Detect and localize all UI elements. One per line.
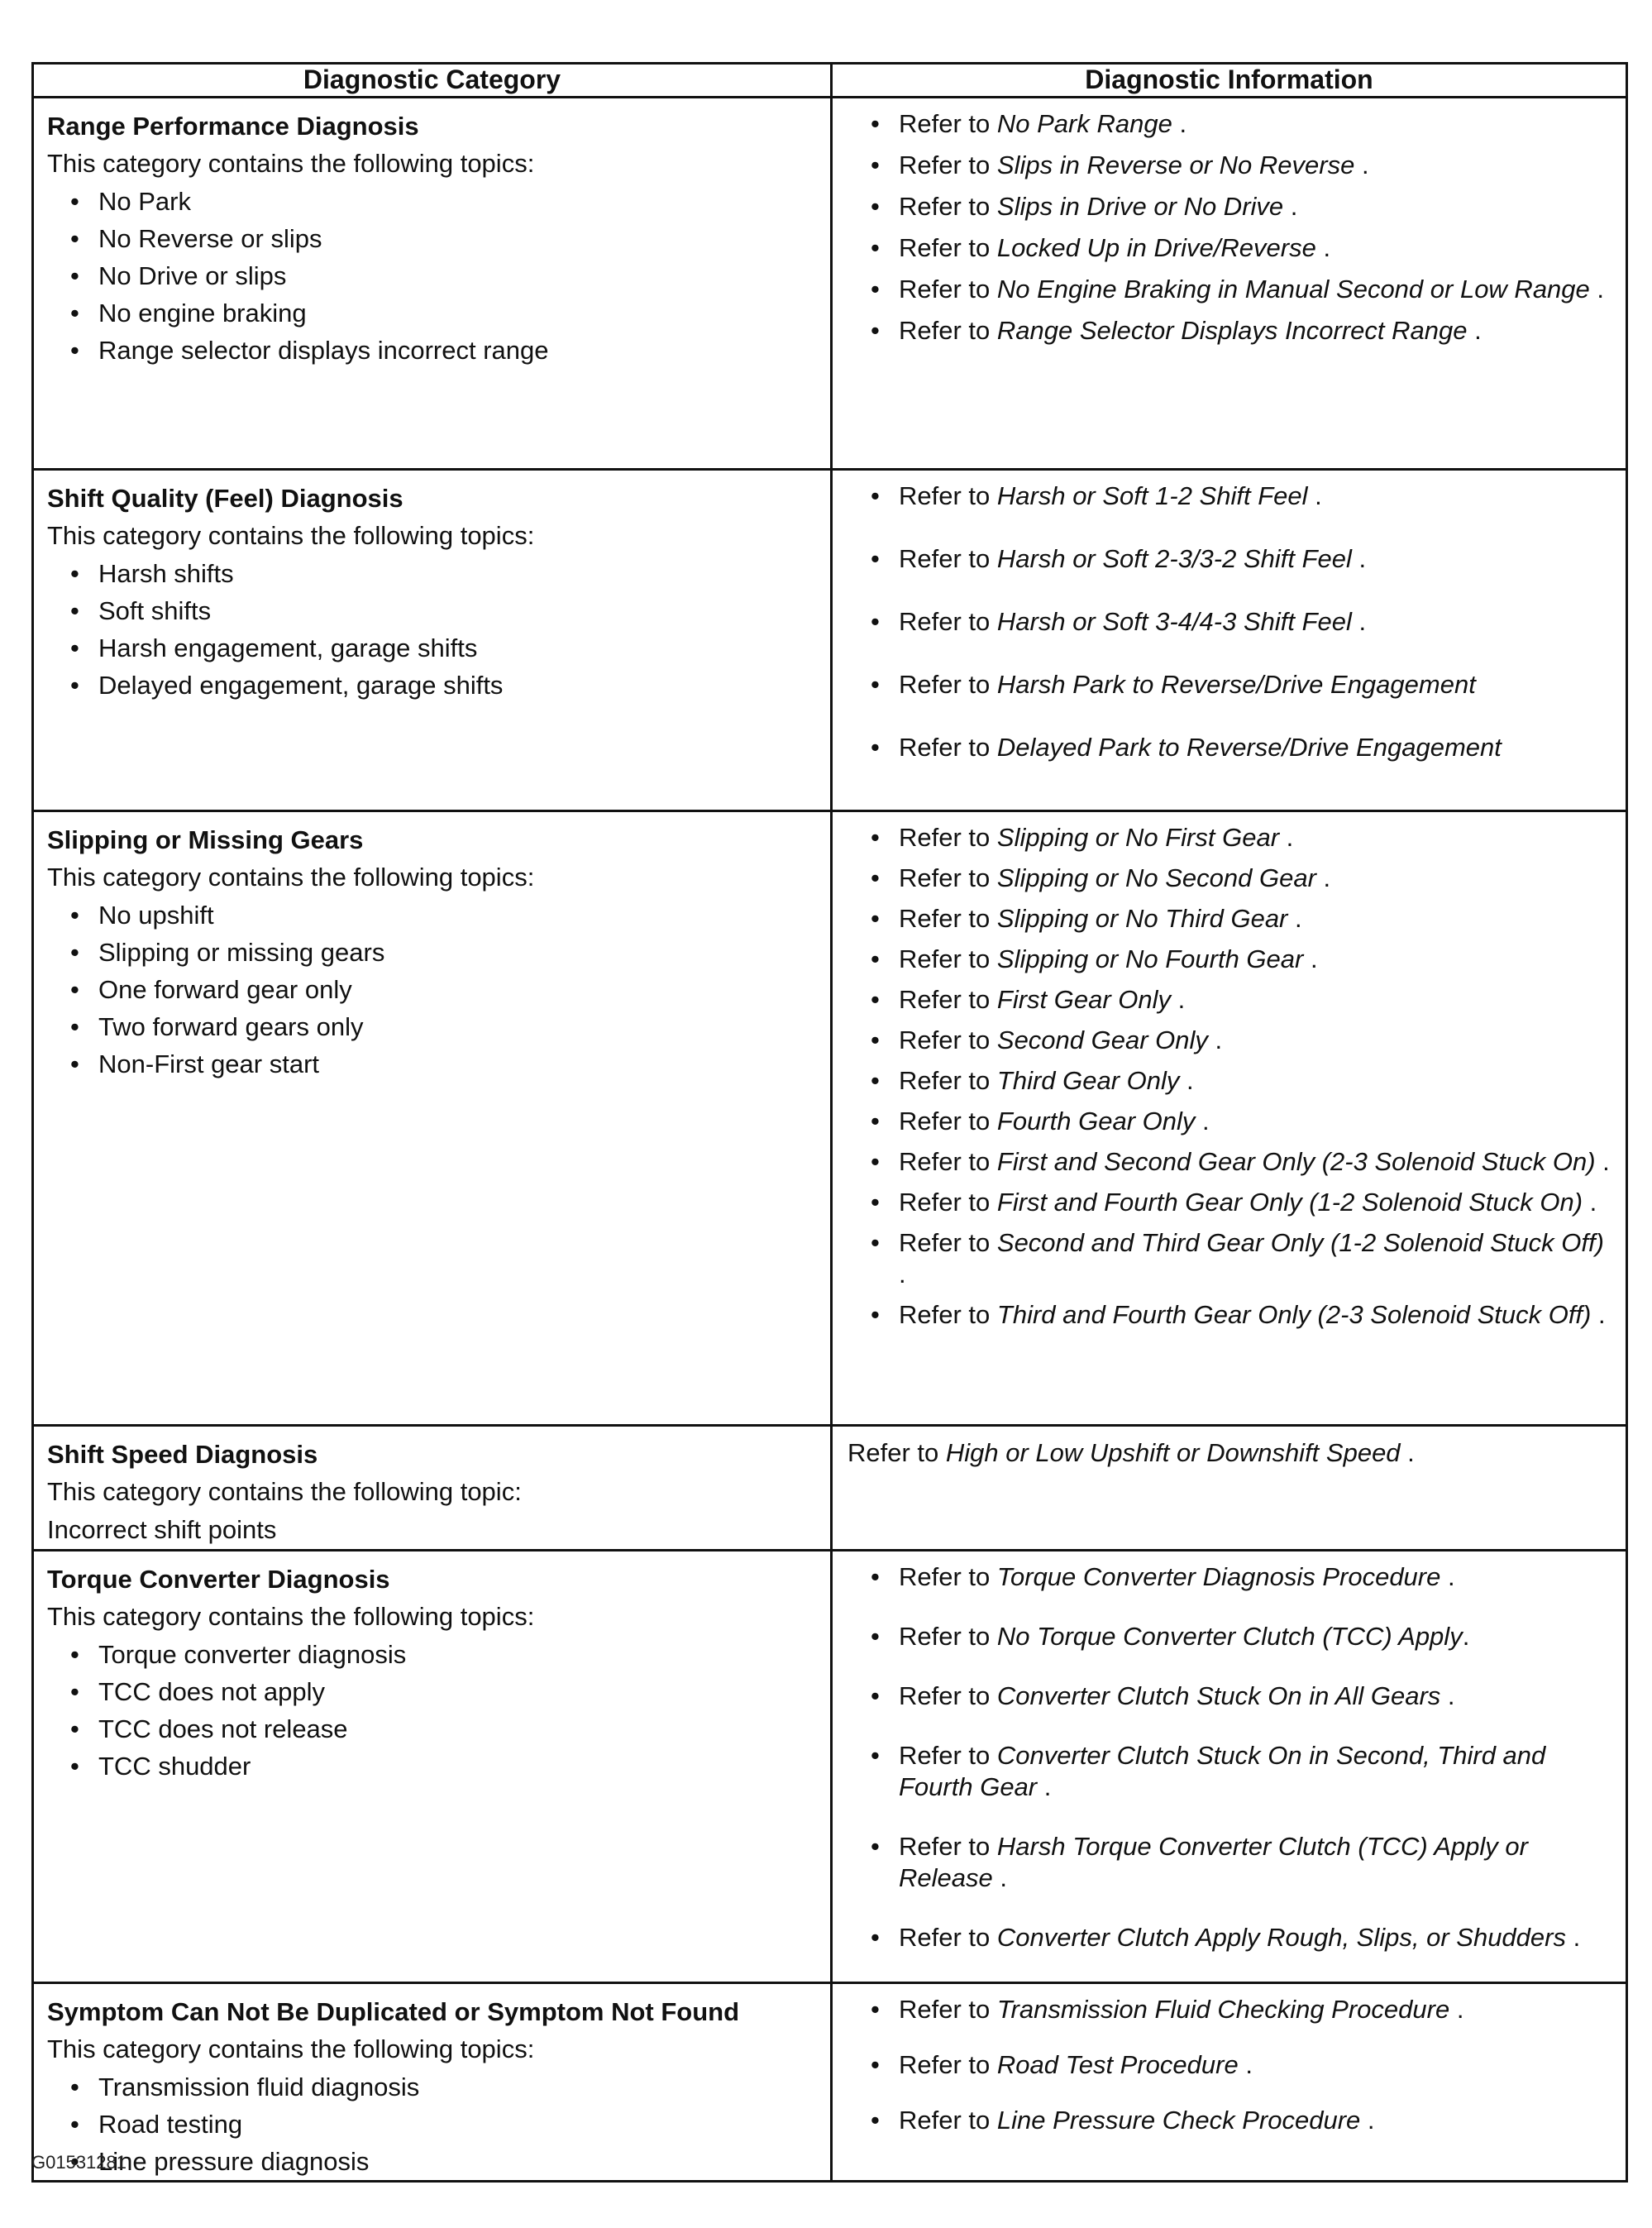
reference-item	[871, 1922, 1616, 1953]
refer-suffix: .	[992, 1863, 1007, 1892]
refer-prefix: Refer to	[899, 109, 997, 138]
refer-prefix: Refer to	[899, 1562, 997, 1591]
refer-prefix: Refer to	[899, 481, 997, 510]
diagnostic-table	[31, 62, 1628, 2183]
topic-item: • Slipping or missing gears	[70, 934, 819, 971]
reference-item	[871, 1025, 1616, 1056]
refer-suffix: .	[1440, 1681, 1455, 1710]
reference-link[interactable]: Range Selector Displays Incorrect Range	[996, 316, 1468, 345]
reference-item	[871, 863, 1616, 894]
table-row	[33, 98, 1627, 470]
refer-prefix: Refer to	[847, 1438, 946, 1467]
reference-link[interactable]: Slipping or No Fourth Gear	[996, 944, 1304, 973]
topic-item: • One forward gear only	[70, 971, 819, 1008]
reference-item	[871, 1831, 1616, 1894]
reference-link[interactable]: High or Low Upshift or Downshift Speed	[945, 1438, 1401, 1467]
refer-suffix: .	[1307, 481, 1322, 510]
topic-item: • No Reverse or slips	[70, 220, 819, 257]
topic-item: • No upshift	[70, 896, 819, 934]
refer-suffix: .	[1283, 192, 1298, 221]
refer-suffix: .	[1360, 2106, 1375, 2135]
refer-prefix: Refer to	[899, 233, 997, 262]
category-cell	[33, 1426, 832, 1551]
reference-link[interactable]: No Engine Braking in Manual Second or Low Range	[996, 275, 1590, 304]
information-cell	[832, 1983, 1627, 2182]
refer-prefix: Refer to	[899, 1066, 997, 1095]
reference-item	[871, 1227, 1616, 1290]
reference-item	[871, 732, 1616, 763]
reference-link[interactable]: Line Pressure Check Procedure	[996, 2106, 1361, 2135]
reference-item	[871, 191, 1616, 222]
reference-link[interactable]: Converter Clutch Apply Rough, Slips, or Shudders	[996, 1923, 1566, 1952]
refer-prefix: Refer to	[899, 1923, 997, 1952]
table-header-row	[33, 64, 1627, 98]
reference-item	[871, 150, 1616, 181]
reference-link[interactable]: Third Gear Only	[996, 1066, 1180, 1095]
header-diagnostic-information: Diagnostic Information	[832, 64, 1627, 98]
reference-list	[847, 822, 1616, 1331]
refer-prefix: Refer to	[899, 1741, 997, 1770]
reference-link[interactable]: Locked Up in Drive/Reverse	[996, 233, 1316, 262]
refer-prefix: Refer to	[899, 863, 997, 892]
reference-item	[871, 108, 1616, 140]
topic-item: • Range selector displays incorrect range	[70, 332, 819, 369]
category-cell	[33, 98, 832, 470]
reference-link[interactable]: Road Test Procedure	[996, 2050, 1239, 2079]
refer-suffix: .	[1287, 904, 1302, 933]
header-diagnostic-category: Diagnostic Category	[33, 64, 832, 98]
reference-link[interactable]: First Gear Only	[996, 985, 1172, 1014]
category-intro: This category contains the following topics:	[47, 149, 535, 178]
reference-link[interactable]: Harsh Torque Converter Clutch (TCC) Apply or Release	[899, 1832, 1528, 1892]
refer-suffix: .	[899, 1260, 906, 1289]
refer-suffix: .	[1400, 1438, 1415, 1467]
refer-suffix: .	[1238, 2050, 1253, 2079]
reference-link[interactable]: First and Second Gear Only (2-3 Solenoid Stuck On)	[996, 1147, 1596, 1176]
table-row	[33, 1551, 1627, 1983]
category-intro: This category contains the following topics:	[47, 863, 535, 892]
information-cell	[832, 470, 1627, 811]
topic-item: Incorrect shift points	[47, 1515, 277, 1544]
reference-item	[871, 1187, 1616, 1218]
category-intro: This category contains the following topics:	[47, 2034, 535, 2063]
reference-link[interactable]: Harsh or Soft 3-4/4-3 Shift Feel	[996, 607, 1352, 636]
category-intro: This category contains the following topics:	[47, 521, 535, 550]
reference-item	[871, 2105, 1616, 2136]
reference-link[interactable]: Second Gear Only	[996, 1026, 1208, 1054]
reference-link[interactable]: Converter Clutch Stuck On in All Gears	[996, 1681, 1441, 1710]
reference-list	[847, 1561, 1616, 1953]
topic-list	[47, 896, 819, 1083]
refer-prefix: Refer to	[899, 1995, 997, 2024]
refer-prefix: Refer to	[899, 544, 997, 573]
refer-suffix: .	[1591, 1300, 1606, 1329]
category-cell	[33, 811, 832, 1426]
topic-list	[47, 1636, 819, 1785]
category-title: Slipping or Missing Gears	[47, 825, 364, 854]
reference-link[interactable]: No Torque Converter Clutch (TCC) Apply	[996, 1622, 1463, 1651]
reference-link[interactable]: Converter Clutch Stuck On in Second, Third and Fourth Gear	[899, 1741, 1546, 1801]
topic-list	[47, 2068, 819, 2180]
topic-item: • No engine braking	[70, 294, 819, 332]
refer-suffix: .	[1440, 1562, 1455, 1591]
reference-link[interactable]: Third and Fourth Gear Only (2-3 Solenoid Stuck Off)	[996, 1300, 1592, 1329]
refer-suffix: .	[1589, 275, 1605, 304]
reference-item	[871, 2049, 1616, 2081]
topic-item: • TCC does not apply	[70, 1673, 819, 1710]
topic-list	[47, 183, 819, 369]
category-title: Shift Quality (Feel) Diagnosis	[47, 484, 403, 513]
topic-item: • Soft shifts	[70, 592, 819, 629]
reference-link[interactable]: Transmission Fluid Checking Procedure	[996, 1995, 1450, 2024]
reference-item	[871, 1065, 1616, 1097]
topic-item: • Non-First gear start	[70, 1045, 819, 1083]
reference-link[interactable]: Slips in Reverse or No Reverse	[996, 151, 1355, 179]
topic-item: • Delayed engagement, garage shifts	[70, 667, 819, 704]
reference-item	[871, 481, 1616, 512]
information-cell	[832, 98, 1627, 470]
reference-link[interactable]: Torque Converter Diagnosis Procedure	[996, 1562, 1441, 1591]
information-cell	[832, 1551, 1627, 1983]
reference-link[interactable]: No Park Range	[996, 109, 1172, 138]
category-intro: This category contains the following topics:	[47, 1602, 535, 1631]
reference-item	[871, 274, 1616, 305]
topic-item: • Harsh engagement, garage shifts	[70, 629, 819, 667]
refer-suffix: .	[1172, 109, 1187, 138]
reference-item	[871, 232, 1616, 264]
refer-suffix: .	[1354, 151, 1369, 179]
category-cell	[33, 1551, 832, 1983]
reference-link[interactable]: Harsh or Soft 2-3/3-2 Shift Feel	[996, 544, 1352, 573]
topic-list	[47, 555, 819, 704]
refer-prefix: Refer to	[899, 2106, 997, 2135]
refer-prefix: Refer to	[899, 275, 997, 304]
refer-prefix: Refer to	[899, 151, 997, 179]
refer-prefix: Refer to	[899, 985, 997, 1014]
category-intro: This category contains the following topic:	[47, 1477, 522, 1506]
reference-list	[847, 1994, 1616, 2136]
refer-prefix: Refer to	[899, 1188, 997, 1217]
reference-link[interactable]: Harsh or Soft 1-2 Shift Feel	[996, 481, 1308, 510]
reference-item	[871, 1146, 1616, 1178]
category-title: Shift Speed Diagnosis	[47, 1440, 318, 1469]
refer-prefix: Refer to	[899, 316, 997, 345]
reference-item	[871, 315, 1616, 347]
reference-item	[871, 543, 1616, 575]
refer-suffix: .	[1315, 233, 1331, 262]
table-row	[33, 811, 1627, 1426]
reference-item	[871, 1994, 1616, 2025]
reference-link[interactable]: Harsh Park to Reverse/Drive Engagement	[996, 670, 1476, 699]
topic-item: • Torque converter diagnosis	[70, 1636, 819, 1673]
topic-item: • TCC does not release	[70, 1710, 819, 1747]
refer-prefix: Refer to	[899, 1300, 997, 1329]
topic-item: • Transmission fluid diagnosis	[70, 2068, 819, 2106]
topic-item: • Line pressure diagnosis	[70, 2143, 819, 2180]
reference-link[interactable]: Fourth Gear Only	[996, 1107, 1196, 1136]
category-cell	[33, 1983, 832, 2182]
topic-item: • Two forward gears only	[70, 1008, 819, 1045]
reference-item	[871, 669, 1616, 700]
refer-suffix: .	[1195, 1107, 1210, 1136]
refer-prefix: Refer to	[899, 1107, 997, 1136]
reference-link[interactable]: Slipping or No Second Gear	[996, 863, 1316, 892]
reference-item	[871, 984, 1616, 1016]
refer-suffix: .	[1462, 1622, 1470, 1651]
reference-link[interactable]: First and Fourth Gear Only (1-2 Solenoid Stuck On)	[996, 1188, 1583, 1217]
reference-item	[871, 606, 1616, 638]
reference-link[interactable]: Second and Third Gear Only (1-2 Solenoid Stuck Off)	[996, 1228, 1604, 1257]
reference-item	[871, 1299, 1616, 1331]
refer-suffix: .	[1171, 985, 1186, 1014]
refer-prefix: Refer to	[899, 670, 997, 699]
refer-suffix: .	[1179, 1066, 1194, 1095]
reference-link[interactable]: Slips in Drive or No Drive	[996, 192, 1284, 221]
figure-id: G01531281	[31, 2152, 127, 2173]
reference-item	[871, 1561, 1616, 1593]
refer-prefix: Refer to	[899, 1832, 997, 1861]
topic-item: • No Park	[70, 183, 819, 220]
refer-prefix: Refer to	[899, 2050, 997, 2079]
reference-list	[847, 481, 1616, 763]
information-cell	[832, 1426, 1627, 1551]
refer-suffix: .	[1351, 544, 1367, 573]
reference-item	[871, 1740, 1616, 1803]
refer-suffix: .	[1303, 944, 1318, 973]
category-cell	[33, 470, 832, 811]
refer-suffix: .	[1467, 316, 1482, 345]
refer-suffix: .	[1565, 1923, 1581, 1952]
refer-suffix: .	[1351, 607, 1367, 636]
reference-link[interactable]: Slipping or No Third Gear	[996, 904, 1288, 933]
reference-item	[871, 1106, 1616, 1137]
refer-suffix: .	[1279, 823, 1294, 852]
reference-list	[847, 108, 1616, 347]
reference-item	[871, 1681, 1616, 1712]
reference-item	[847, 1437, 1616, 1470]
refer-prefix: Refer to	[899, 1228, 997, 1257]
topic-item: • No Drive or slips	[70, 257, 819, 294]
topic-item: • Road testing	[70, 2106, 819, 2143]
reference-item	[871, 1621, 1616, 1652]
category-title: Torque Converter Diagnosis	[47, 1565, 390, 1594]
refer-suffix: .	[1449, 1995, 1464, 2024]
reference-item	[871, 944, 1616, 975]
topic-item: • TCC shudder	[70, 1747, 819, 1785]
refer-prefix: Refer to	[899, 607, 997, 636]
topic-item: • Harsh shifts	[70, 555, 819, 592]
refer-prefix: Refer to	[899, 1026, 997, 1054]
refer-prefix: Refer to	[899, 192, 997, 221]
refer-prefix: Refer to	[899, 944, 997, 973]
information-cell	[832, 811, 1627, 1426]
reference-item	[871, 822, 1616, 853]
refer-suffix: .	[1595, 1147, 1610, 1176]
refer-suffix: .	[1037, 1772, 1052, 1801]
refer-prefix: Refer to	[899, 823, 997, 852]
refer-prefix: Refer to	[899, 733, 997, 762]
refer-suffix: .	[1583, 1188, 1597, 1217]
table-row	[33, 1426, 1627, 1551]
refer-prefix: Refer to	[899, 1681, 997, 1710]
category-title: Range Performance Diagnosis	[47, 112, 419, 141]
refer-suffix: .	[1315, 863, 1331, 892]
refer-prefix: Refer to	[899, 1147, 997, 1176]
refer-prefix: Refer to	[899, 1622, 997, 1651]
table-row	[33, 470, 1627, 811]
category-title: Symptom Can Not Be Duplicated or Symptom Not Found	[47, 1997, 740, 2026]
refer-prefix: Refer to	[899, 904, 997, 933]
refer-suffix: .	[1207, 1026, 1223, 1054]
reference-item	[871, 903, 1616, 935]
reference-link[interactable]: Delayed Park to Reverse/Drive Engagement	[996, 733, 1502, 762]
table-row	[33, 1983, 1627, 2182]
reference-link[interactable]: Slipping or No First Gear	[996, 823, 1280, 852]
